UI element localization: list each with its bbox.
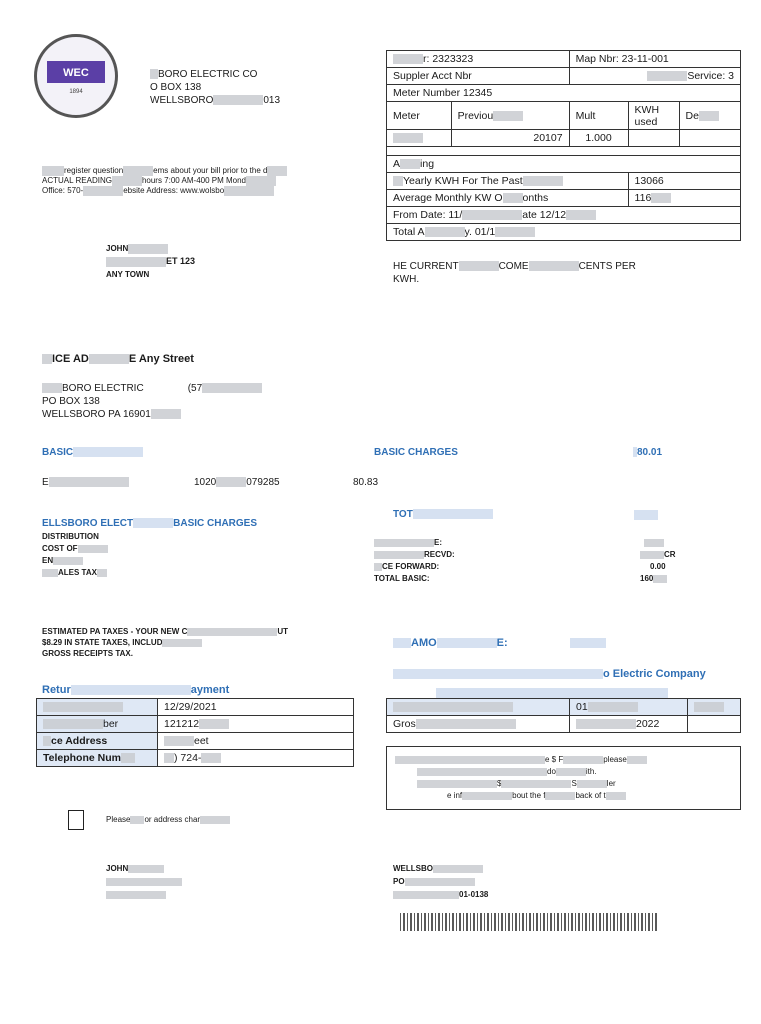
tax-line1b: UT xyxy=(277,627,289,636)
note-line1: e $ F xyxy=(545,755,564,764)
meter-number: Meter Number 12345 xyxy=(387,85,741,102)
meter-reading: 20107 xyxy=(451,130,569,147)
detail-mid: 1020 xyxy=(194,477,217,488)
avg-monthly-label: Average Monthly KW O xyxy=(393,192,503,204)
mult-header: Mult xyxy=(569,102,628,130)
current-note-text-c: CENTS PER xyxy=(578,261,636,272)
summary-value: 0.00 xyxy=(650,562,666,571)
tax-line2: $8.29 IN STATE TAXES, INCLUD xyxy=(42,638,163,647)
amount-title: AMO xyxy=(411,637,437,649)
billing-row xyxy=(387,207,741,224)
right-amount-value: 80.01 xyxy=(637,447,663,458)
billing-row xyxy=(387,156,741,173)
summary-label: RECVD: xyxy=(424,550,455,559)
meter-data-row xyxy=(387,130,741,147)
totals-summary xyxy=(374,537,684,585)
demand-header: De xyxy=(685,109,699,122)
company-address xyxy=(150,68,280,107)
return-row xyxy=(37,716,354,733)
notice-line3b: ebsite Address: www.wolsbo xyxy=(123,186,225,196)
meter-header-row xyxy=(387,102,741,130)
previous-header: Previou xyxy=(457,109,494,122)
address-change-checkbox[interactable] xyxy=(68,810,84,830)
amount-due-title xyxy=(393,636,606,650)
amount-due-table xyxy=(386,698,741,733)
company-city: WELLSBORO xyxy=(150,95,214,106)
note-line2: do xyxy=(547,767,556,776)
bottom-remit-line2: PO xyxy=(393,877,405,886)
note-line4b: bout the f xyxy=(512,791,546,800)
remit-phone: (57 xyxy=(187,383,203,394)
billing-label: A xyxy=(393,158,401,170)
customer-town: ANY TOWN xyxy=(106,270,150,279)
return-stub-table xyxy=(36,698,354,767)
remit-address xyxy=(42,382,262,421)
basic-charges-right-amount xyxy=(633,446,662,459)
notice-line2: ACTUAL READING xyxy=(42,176,112,186)
notice-line2b: hours 7:00 AM-400 PM Mond xyxy=(141,176,246,186)
summary-label: CE FORWARD: xyxy=(382,562,440,571)
detail-prefix: E xyxy=(42,477,49,488)
billing-row xyxy=(387,224,741,241)
service-number: Service: 3 xyxy=(687,70,734,82)
payable-line1: o Electric Company xyxy=(603,668,706,680)
address-change-label xyxy=(106,815,230,825)
return-stub-title xyxy=(42,683,229,697)
account-row xyxy=(387,51,741,68)
bottom-customer-name: JOHN xyxy=(106,864,129,873)
return-title: Retur xyxy=(42,684,71,696)
return-row xyxy=(37,733,354,750)
remit-city: WELLSBORO PA 16901 xyxy=(42,409,151,420)
company-po-box: O BOX 138 xyxy=(150,82,202,93)
account-row xyxy=(387,85,741,102)
summary-value: CR xyxy=(664,550,676,559)
notice-line1b: ems about your bill prior to the d xyxy=(153,166,268,176)
bottom-remit-line1: WELLSBO xyxy=(393,864,433,873)
current-note-text-b: COME xyxy=(498,261,529,272)
amount-mid: 01 xyxy=(576,701,588,713)
billing-row xyxy=(387,173,741,190)
kwh-used-header: KWH used xyxy=(628,102,679,130)
wellsboro-head-b: BASIC CHARGES xyxy=(173,518,258,529)
return-label: ce Address xyxy=(51,735,108,747)
service-address-label: ICE AD xyxy=(52,353,89,365)
note-line3c: ler xyxy=(606,779,616,788)
charge-item: EN xyxy=(42,556,54,565)
current-note xyxy=(393,260,636,286)
notice-line3: Office: 570- xyxy=(42,186,84,196)
company-zip: 013 xyxy=(263,95,281,106)
note-line2b: ith. xyxy=(585,767,597,776)
customer-address xyxy=(106,242,195,281)
charge-items xyxy=(42,531,108,579)
due-date-label: y. 01/1 xyxy=(464,226,496,238)
avg-monthly-label-2: onths xyxy=(522,192,549,204)
amount-label: Gros xyxy=(393,718,416,730)
summary-label: E: xyxy=(434,538,442,547)
return-row xyxy=(37,699,354,716)
logo-label: WEC xyxy=(63,67,89,79)
amount-title-b: E: xyxy=(496,637,508,649)
note-line4: e inf xyxy=(447,791,463,800)
bottom-remit-line3: 01-0138 xyxy=(459,890,489,899)
yearly-kwh-value: 13066 xyxy=(628,173,740,190)
bottom-remit-address xyxy=(393,862,488,901)
postal-barcode xyxy=(400,913,658,931)
account-row xyxy=(387,68,741,85)
bottom-customer-address xyxy=(106,862,182,901)
company-name: BORO ELECTRIC CO xyxy=(158,69,258,80)
payable-note xyxy=(393,667,706,681)
charge-item: ALES TAX xyxy=(58,568,97,577)
totals-head-label: TOT xyxy=(393,509,413,520)
charges-detail-row xyxy=(42,476,379,489)
supplier-acct: Suppler Acct Nbr xyxy=(387,68,570,85)
charge-item: COST OF xyxy=(42,544,78,553)
detail-amount: 80.83 xyxy=(353,477,379,488)
billing-row xyxy=(387,190,741,207)
notice-line1: register question xyxy=(64,166,124,176)
detail-number: 079285 xyxy=(246,477,280,488)
from-date-label: From Date: 11/ xyxy=(393,209,463,221)
note-line3b: S xyxy=(571,779,577,788)
remit-name: BORO ELECTRIC xyxy=(62,383,144,394)
customer-name: JOHN xyxy=(106,244,129,253)
amount-mid: 2022 xyxy=(636,718,660,730)
payment-instructions xyxy=(386,746,741,810)
current-note-text: HE CURRENT xyxy=(393,261,459,272)
account-number: r: 2323323 xyxy=(423,53,474,65)
meter-header: Meter xyxy=(387,102,452,130)
summary-label: TOTAL BASIC: xyxy=(374,574,430,583)
service-address xyxy=(42,352,194,366)
avg-monthly-value: 116 xyxy=(634,192,652,204)
basic-charges-left-head xyxy=(42,446,143,459)
note-line3: $ xyxy=(497,779,502,788)
remit-po-box: PO BOX 138 xyxy=(42,396,100,407)
amount-row xyxy=(387,699,741,716)
basic-left-label: BASIC xyxy=(42,447,74,458)
address-change-text: Please xyxy=(106,815,131,824)
customer-street: ET 123 xyxy=(166,256,196,266)
meter-mult: 1.000 xyxy=(569,130,628,147)
return-value: 12/29/2021 xyxy=(158,699,354,716)
to-date-label: ate 12/12 xyxy=(522,209,567,221)
billing-label-2: ing xyxy=(420,158,435,170)
current-note-line2: KWH. xyxy=(393,274,420,285)
company-logo xyxy=(34,34,118,118)
address-change-text-b: or address char xyxy=(144,815,201,824)
return-label: Telephone Num xyxy=(43,752,121,764)
note-line1b: please xyxy=(603,755,627,764)
return-value: eet xyxy=(194,735,209,747)
tax-note xyxy=(42,626,288,659)
basic-charges-right-head: BASIC CHARGES xyxy=(374,447,458,458)
summary-value: 160 xyxy=(640,574,654,583)
charge-item: DISTRIBUTION xyxy=(42,532,99,541)
logo-year: 1894 xyxy=(69,89,83,95)
total-amount-label: Total A xyxy=(393,226,425,238)
wellsboro-head: ELLSBORO ELECT xyxy=(42,518,134,529)
tax-line3: GROSS RECEIPTS TAX. xyxy=(42,649,133,658)
amount-row xyxy=(387,716,741,733)
tax-line1: ESTIMATED PA TAXES - YOUR NEW C xyxy=(42,627,188,636)
note-line4c: back of t xyxy=(575,791,606,800)
return-value: ) 724- xyxy=(174,752,202,764)
wellsboro-basic-head xyxy=(42,517,257,530)
service-address-value: E Any Street xyxy=(128,353,194,365)
return-title-b: ayment xyxy=(190,684,230,696)
map-number: Map Nbr: 23-11-001 xyxy=(569,51,740,68)
return-label: ber xyxy=(103,718,119,730)
yearly-kwh-label: Yearly KWH For The Past xyxy=(403,175,523,187)
account-info-table xyxy=(386,50,741,241)
return-row xyxy=(37,750,354,767)
office-notice xyxy=(42,166,287,196)
return-value: 121212 xyxy=(164,718,200,730)
totals-head xyxy=(393,508,493,521)
